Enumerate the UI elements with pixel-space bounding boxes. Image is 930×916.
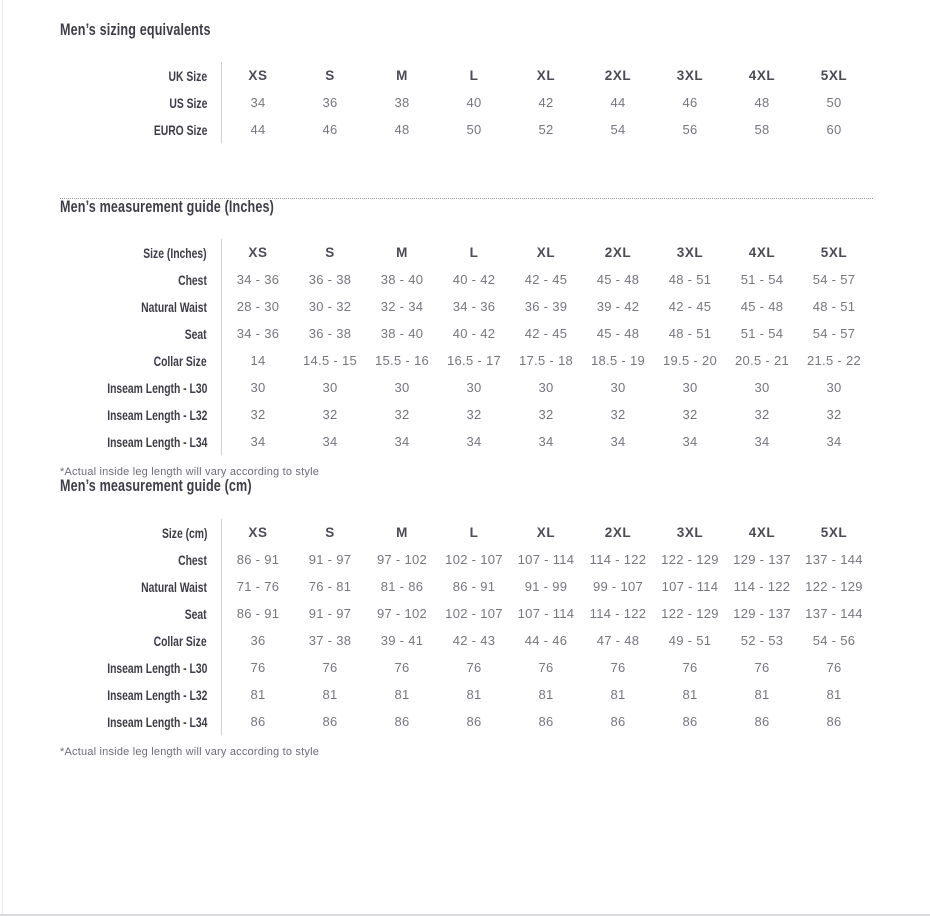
size-value: 48	[754, 95, 770, 110]
size-value: 34 - 36	[452, 299, 496, 314]
size-value: 32	[322, 407, 338, 422]
size-value: 30	[250, 380, 266, 395]
size-value: 45 - 48	[596, 326, 640, 341]
size-value: 38	[394, 95, 410, 110]
size-column-header: S	[325, 245, 335, 260]
corner-label	[0, 519, 222, 546]
size-value: 58	[754, 122, 770, 137]
size-value: 30	[754, 380, 770, 395]
row-label	[0, 116, 222, 143]
size-column-header: 4XL	[748, 245, 776, 260]
size-value: 81	[538, 687, 554, 702]
corner-label	[0, 62, 222, 89]
row-label	[0, 600, 222, 627]
row-label-text: EURO Size	[153, 121, 207, 138]
size-value: 36	[250, 633, 266, 648]
row-label	[0, 708, 222, 735]
size-value: 86 - 91	[236, 552, 280, 567]
size-value: 34 - 36	[236, 272, 280, 287]
size-value: 56	[682, 122, 698, 137]
size-value: 20.5 - 21	[734, 353, 789, 368]
size-value: 52	[538, 122, 554, 137]
size-value: 36 - 38	[308, 326, 352, 341]
table-row	[0, 374, 871, 401]
size-value: 54 - 56	[812, 633, 856, 648]
size-value: 34	[754, 434, 770, 449]
size-value: 44 - 46	[524, 633, 568, 648]
size-column-header: 3XL	[676, 68, 704, 83]
size-value: 114 - 122	[733, 579, 791, 594]
size-value: 76	[250, 660, 266, 675]
size-value: 34	[322, 434, 338, 449]
size-value: 32	[826, 407, 842, 422]
size-value: 40	[466, 95, 482, 110]
size-value: 86 - 91	[452, 579, 496, 594]
row-label-text: Inseam Length - L32	[106, 686, 207, 703]
size-value: 34	[250, 434, 266, 449]
size-value: 34	[538, 434, 554, 449]
size-value: 86	[466, 714, 482, 729]
size-column-header: 5XL	[820, 525, 848, 540]
size-value: 86	[394, 714, 410, 729]
size-value: 34 - 36	[236, 326, 280, 341]
size-value: 81	[682, 687, 698, 702]
size-value: 48 - 51	[668, 326, 712, 341]
size-value: 97 - 102	[376, 606, 428, 621]
size-value: 30	[322, 380, 338, 395]
size-value: 37 - 38	[308, 633, 352, 648]
size-value: 40 - 42	[452, 272, 496, 287]
row-label-text: Collar Size	[154, 352, 207, 369]
size-column-header: M	[396, 245, 408, 260]
size-column-header: 5XL	[820, 68, 848, 83]
size-value: 46	[322, 122, 338, 137]
row-label	[0, 347, 222, 374]
size-value: 14	[250, 353, 266, 368]
row-label-text: Inseam Length - L34	[106, 713, 207, 730]
size-value: 32	[754, 407, 770, 422]
size-value: 54 - 57	[812, 326, 856, 341]
size-value: 48	[394, 122, 410, 137]
size-value: 81	[754, 687, 770, 702]
size-value: 107 - 114	[661, 579, 719, 594]
size-value: 81	[394, 687, 410, 702]
size-value: 76	[394, 660, 410, 675]
size-value: 34	[394, 434, 410, 449]
size-value: 76	[322, 660, 338, 675]
size-value: 39 - 41	[380, 633, 424, 648]
size-value: 81 - 86	[380, 579, 424, 594]
size-value: 122 - 129	[805, 579, 863, 594]
table-row	[0, 681, 871, 708]
size-column-header: L	[469, 525, 479, 540]
size-value: 18.5 - 19	[590, 353, 645, 368]
size-column-header: 3XL	[676, 525, 704, 540]
size-value: 45 - 48	[596, 272, 640, 287]
size-value: 107 - 114	[517, 552, 575, 567]
size-column-header: 5XL	[820, 245, 848, 260]
row-label	[0, 89, 222, 116]
size-value: 86	[610, 714, 626, 729]
measurement-guide-inches-section	[0, 199, 930, 478]
row-label-text: Seat	[185, 325, 207, 342]
table-row	[0, 627, 871, 654]
size-value: 122 - 129	[661, 552, 719, 567]
size-column-header: 4XL	[748, 68, 776, 83]
size-value: 32	[682, 407, 698, 422]
row-label-text: UK Size	[168, 67, 207, 84]
size-value: 34	[826, 434, 842, 449]
table-header-row	[0, 239, 871, 266]
table-row	[0, 573, 871, 600]
sizing-equivalents-section	[0, 22, 930, 143]
size-column-header: 4XL	[748, 525, 776, 540]
size-value: 81	[610, 687, 626, 702]
size-value: 34	[466, 434, 482, 449]
size-value: 30	[466, 380, 482, 395]
size-value: 91 - 97	[308, 552, 352, 567]
size-value: 86	[250, 714, 266, 729]
size-value: 39 - 42	[596, 299, 640, 314]
size-value: 76	[682, 660, 698, 675]
row-label-text: Size (Inches)	[143, 244, 207, 261]
size-value: 30	[826, 380, 842, 395]
size-value: 21.5 - 22	[806, 353, 861, 368]
size-value: 42	[538, 95, 554, 110]
section-title: Men’s sizing equivalents	[60, 20, 211, 39]
footnote: *Actual inside leg length will vary according to style	[60, 746, 320, 758]
size-column-header: XL	[536, 525, 556, 540]
table-row	[0, 320, 871, 347]
size-value: 44	[610, 95, 626, 110]
size-value: 114 - 122	[589, 606, 647, 621]
size-value: 36 - 39	[524, 299, 568, 314]
size-value: 137 - 144	[805, 606, 863, 621]
row-label-text: Natural Waist	[141, 298, 207, 315]
size-column-header: L	[469, 245, 479, 260]
table-header-row	[0, 519, 871, 546]
size-value: 38 - 40	[380, 272, 424, 287]
size-value: 86	[754, 714, 770, 729]
size-value: 76 - 81	[308, 579, 352, 594]
size-value: 42 - 45	[524, 272, 568, 287]
size-value: 40 - 42	[452, 326, 496, 341]
measurement-guide-cm-section	[0, 478, 930, 758]
row-label-text: Natural Waist	[141, 578, 207, 595]
size-column-header: 2XL	[604, 525, 632, 540]
row-label	[0, 573, 222, 600]
table-row	[0, 266, 871, 293]
size-value: 47 - 48	[596, 633, 640, 648]
size-value: 51 - 54	[740, 272, 784, 287]
size-value: 76	[754, 660, 770, 675]
size-value: 46	[682, 95, 698, 110]
size-column-header: S	[325, 68, 335, 83]
row-label-text: Inseam Length - L32	[106, 406, 207, 423]
table-row	[0, 546, 871, 573]
size-value: 32	[394, 407, 410, 422]
table-header-row	[0, 62, 871, 89]
row-label	[0, 428, 222, 455]
size-value: 42 - 43	[452, 633, 496, 648]
row-label	[0, 681, 222, 708]
row-label-text: Inseam Length - L34	[106, 433, 207, 450]
table-row	[0, 654, 871, 681]
size-column-header: M	[396, 525, 408, 540]
size-value: 38 - 40	[380, 326, 424, 341]
size-value: 81	[466, 687, 482, 702]
size-value: 50	[466, 122, 482, 137]
size-column-header: S	[325, 525, 335, 540]
size-value: 48 - 51	[668, 272, 712, 287]
size-value: 42 - 45	[524, 326, 568, 341]
row-label	[0, 266, 222, 293]
size-value: 122 - 129	[661, 606, 719, 621]
size-value: 76	[826, 660, 842, 675]
size-value: 48 - 51	[812, 299, 856, 314]
size-value: 114 - 122	[589, 552, 647, 567]
table-row	[0, 116, 871, 143]
size-value: 30	[394, 380, 410, 395]
size-value: 91 - 99	[524, 579, 568, 594]
table-row	[0, 89, 871, 116]
size-value: 50	[826, 95, 842, 110]
size-value: 32	[538, 407, 554, 422]
size-value: 52 - 53	[740, 633, 784, 648]
size-value: 71 - 76	[236, 579, 280, 594]
size-value: 102 - 107	[445, 606, 503, 621]
size-value: 30	[610, 380, 626, 395]
size-value: 91 - 97	[308, 606, 352, 621]
size-value: 51 - 54	[740, 326, 784, 341]
row-label-text: US Size	[168, 94, 207, 111]
size-column-header: XL	[536, 245, 556, 260]
row-label-text: Collar Size	[154, 632, 207, 649]
size-column-header: 2XL	[604, 68, 632, 83]
size-value: 32	[610, 407, 626, 422]
size-value: 30	[538, 380, 554, 395]
size-value: 32	[250, 407, 266, 422]
corner-label	[0, 239, 222, 266]
row-label	[0, 320, 222, 347]
size-value: 49 - 51	[668, 633, 712, 648]
size-value: 107 - 114	[517, 606, 575, 621]
size-value: 44	[250, 122, 266, 137]
size-value: 60	[826, 122, 842, 137]
table-row	[0, 347, 871, 374]
section-title: Men’s measurement guide (Inches)	[60, 197, 274, 216]
table-row	[0, 428, 871, 455]
size-value: 19.5 - 20	[662, 353, 717, 368]
size-value: 34	[682, 434, 698, 449]
size-value: 81	[826, 687, 842, 702]
size-column-header: 2XL	[604, 245, 632, 260]
size-value: 45 - 48	[740, 299, 784, 314]
size-value: 86 - 91	[236, 606, 280, 621]
row-label-text: Seat	[185, 605, 207, 622]
size-column-header: M	[396, 68, 408, 83]
size-value: 81	[250, 687, 266, 702]
size-column-header: XL	[536, 68, 556, 83]
size-value: 81	[322, 687, 338, 702]
row-label-text: Chest	[178, 271, 207, 288]
row-label-text: Size (cm)	[161, 524, 207, 541]
section-title: Men’s measurement guide (cm)	[60, 476, 252, 495]
table-row	[0, 708, 871, 735]
size-value: 129 - 137	[733, 552, 791, 567]
size-value: 34	[610, 434, 626, 449]
size-value: 54 - 57	[812, 272, 856, 287]
row-label	[0, 401, 222, 428]
size-value: 54	[610, 122, 626, 137]
row-label	[0, 654, 222, 681]
row-label-text: Inseam Length - L30	[106, 659, 207, 676]
size-value: 30 - 32	[308, 299, 352, 314]
size-value: 28 - 30	[236, 299, 280, 314]
size-value: 15.5 - 16	[374, 353, 429, 368]
size-value: 86	[826, 714, 842, 729]
table-row	[0, 293, 871, 320]
table-row	[0, 401, 871, 428]
size-value: 102 - 107	[445, 552, 503, 567]
size-column-header: 3XL	[676, 245, 704, 260]
size-value: 14.5 - 15	[302, 353, 357, 368]
size-column-header: XS	[248, 245, 268, 260]
size-value: 76	[538, 660, 554, 675]
footnote: *Actual inside leg length will vary according to style	[60, 466, 320, 478]
size-value: 99 - 107	[592, 579, 644, 594]
size-value: 86	[322, 714, 338, 729]
row-label	[0, 627, 222, 654]
size-value: 16.5 - 17	[446, 353, 501, 368]
size-value: 36 - 38	[308, 272, 352, 287]
table-row	[0, 600, 871, 627]
size-value: 129 - 137	[733, 606, 791, 621]
size-value: 36	[322, 95, 338, 110]
row-label	[0, 374, 222, 401]
size-value: 30	[682, 380, 698, 395]
row-label-text: Inseam Length - L30	[106, 379, 207, 396]
measurement-cm-table	[0, 519, 871, 735]
size-column-header: L	[469, 68, 479, 83]
size-value: 86	[682, 714, 698, 729]
size-value: 42 - 45	[668, 299, 712, 314]
row-label	[0, 293, 222, 320]
size-value: 32	[466, 407, 482, 422]
size-value: 76	[466, 660, 482, 675]
size-value: 97 - 102	[376, 552, 428, 567]
size-value: 32 - 34	[380, 299, 424, 314]
size-value: 86	[538, 714, 554, 729]
measurement-inches-table	[0, 239, 871, 455]
size-value: 76	[610, 660, 626, 675]
size-value: 137 - 144	[805, 552, 863, 567]
row-label	[0, 546, 222, 573]
row-label-text: Chest	[178, 551, 207, 568]
size-column-header: XS	[248, 68, 268, 83]
size-column-header: XS	[248, 525, 268, 540]
size-value: 17.5 - 18	[518, 353, 573, 368]
size-value: 34	[250, 95, 266, 110]
sizing-equivalents-table	[0, 62, 871, 143]
